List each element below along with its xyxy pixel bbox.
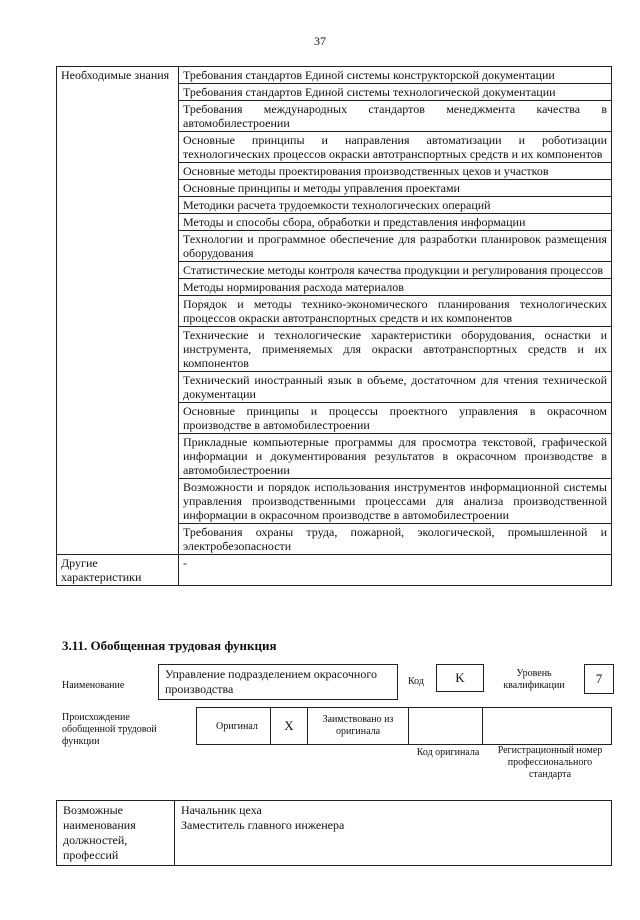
knowledge-item: Основные принципы и методы управления проектами xyxy=(179,180,612,197)
knowledge-item: Технические и технологические характеристики оборудования, оснастки и инструмента, применяемых для окраски автотранспортных средств и их компонентов xyxy=(179,327,612,372)
level-label: Уровень квалификации xyxy=(503,668,565,691)
knowledge-row xyxy=(57,67,612,84)
knowledge-table xyxy=(56,66,612,586)
code-label: Код xyxy=(408,676,424,687)
original-mark: X xyxy=(270,707,308,745)
knowledge-item: Требования охраны труда, пожарной, экологической, промышленной и электробезопасности xyxy=(179,524,612,555)
borrowed-label: Заимствовано из оригинала xyxy=(307,707,409,745)
other-characteristics-row xyxy=(57,555,612,586)
knowledge-item: Статистические методы контроля качества продукции и регулирования процессов xyxy=(179,262,612,279)
position-item: Заместитель главного инженера xyxy=(181,818,345,832)
knowledge-item: Технический иностранный язык в объеме, достаточном для чтения технической документации xyxy=(179,372,612,403)
reg-number-caption: Регистрационный номер профессионального стандарта xyxy=(497,745,603,780)
section-title: 3.11. Обобщенная трудовая функция xyxy=(62,638,277,653)
position-item: Начальник цеха xyxy=(181,803,262,817)
page-number: 37 xyxy=(314,34,326,48)
knowledge-item: Методы и способы сбора, обработки и представления информации xyxy=(179,214,612,231)
knowledge-item: Основные принципы и процессы проектного управления в окрасочном производстве в автомобилестроении xyxy=(179,403,612,434)
knowledge-item: Методы нормирования расхода материалов xyxy=(179,279,612,296)
knowledge-item: Требования международных стандартов менеджмента качества в автомобилестроении xyxy=(179,101,612,132)
other-characteristics-value: - xyxy=(179,555,612,586)
origin-label: Происхождение обобщенной трудовой функции xyxy=(62,712,157,747)
level-value: 7 xyxy=(584,664,614,694)
knowledge-item: Основные принципы и направления автоматизации и роботизации технологических процессов окраски автотранспортных средств и их компонентов xyxy=(179,132,612,163)
positions-label: Возможные наименования должностей, профессий xyxy=(57,801,175,866)
original-label: Оригинал xyxy=(216,721,258,732)
other-characteristics-label: Другие характеристики xyxy=(57,555,179,586)
name-label: Наименование xyxy=(62,680,125,691)
knowledge-item: Прикладные компьютерные программы для просмотра текстовой, графической информации и документирования результатов в окрасочном производстве в автомобилестроении xyxy=(179,434,612,479)
code-original-cell xyxy=(408,707,483,745)
code-original-caption: Код оригинала xyxy=(416,747,480,758)
knowledge-item: Требования стандартов Единой системы технологической документации xyxy=(179,84,612,101)
knowledge-item: Порядок и методы технико-экономического планирования технологических процессов окраски автотранспортных средств и их компонентов xyxy=(179,296,612,327)
positions-values xyxy=(175,801,612,866)
code-value: K xyxy=(436,664,484,692)
knowledge-item: Требования стандартов Единой системы конструкторской документации xyxy=(179,67,612,84)
knowledge-item: Основные методы проектирования производственных цехов и участков xyxy=(179,163,612,180)
positions-row xyxy=(57,801,612,866)
knowledge-item: Технологии и программное обеспечение для разработки планировок размещения оборудования xyxy=(179,231,612,262)
knowledge-item: Методики расчета трудоемкости технологических операций xyxy=(179,197,612,214)
knowledge-item: Возможности и порядок использования инструментов информационной системы управления производственными процессами для анализа производственной информации в окрасочном производстве в автомобилестроении xyxy=(179,479,612,524)
knowledge-label: Необходимые знания xyxy=(57,67,179,555)
name-value: Управление подразделением окрасочного производства xyxy=(158,664,398,700)
positions-table xyxy=(56,800,612,866)
